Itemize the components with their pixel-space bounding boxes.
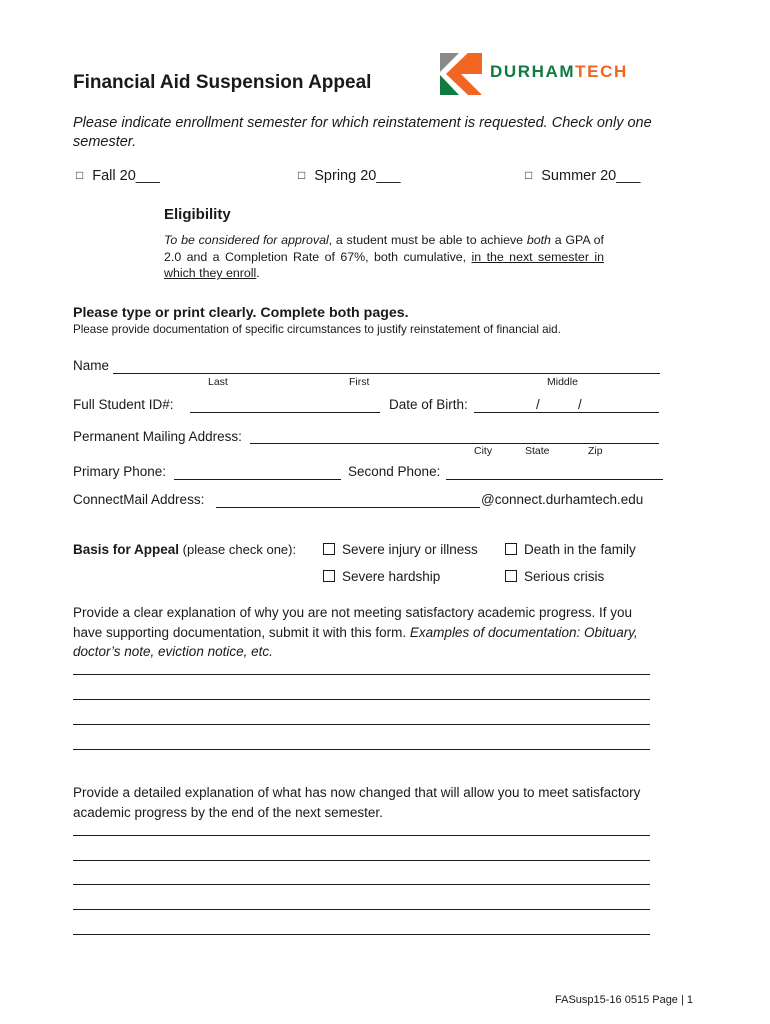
address-input[interactable] xyxy=(250,443,659,444)
dob-input[interactable] xyxy=(474,412,659,413)
checkbox-icon[interactable] xyxy=(505,570,517,582)
explanation1-prompt xyxy=(73,603,663,662)
semester-label: Summer 20___ xyxy=(541,168,641,184)
explanation1-line[interactable] xyxy=(73,749,650,750)
logo-text-durham: DURHAM xyxy=(490,62,576,81)
eligibility-heading: Eligibility xyxy=(164,206,231,223)
semester-label: Spring 20___ xyxy=(314,168,401,184)
basis-option-crisis[interactable] xyxy=(505,569,604,584)
explanation2-line[interactable] xyxy=(73,860,650,861)
name-first-label: First xyxy=(349,376,370,388)
dob-label: Date of Birth: xyxy=(389,397,468,412)
address-city-label: City xyxy=(474,445,493,457)
explanation2-line[interactable] xyxy=(73,909,650,910)
checkbox-icon[interactable] xyxy=(323,570,335,582)
eligibility-text-part: both xyxy=(526,233,551,247)
dob-slash: / xyxy=(578,397,582,412)
instructions-subtext: Please provide documentation of specific circumstances to justify reinstatement of financial aid. xyxy=(73,323,561,336)
semester-label: Fall 20___ xyxy=(92,168,160,184)
explanation2-line[interactable] xyxy=(73,835,650,836)
checkbox-icon[interactable]: □ xyxy=(298,168,306,182)
eligibility-text xyxy=(164,232,604,282)
eligibility-text-part: in the next semester in which they enroll xyxy=(164,249,604,280)
semester-instruction: Please indicate enrollment semester for which reinstatement is requested. Check only one semester. xyxy=(73,115,652,150)
logo-text-tech: TECH xyxy=(575,62,628,81)
student-id-label: Full Student ID#: xyxy=(73,397,174,412)
name-input[interactable] xyxy=(113,373,660,374)
connectmail-domain: @connect.durhamtech.edu xyxy=(481,492,644,507)
eligibility-text-part: , a student must be able to achieve xyxy=(328,233,527,247)
student-id-input[interactable] xyxy=(190,412,380,413)
semester-option-summer[interactable] xyxy=(525,168,640,184)
checkbox-icon[interactable] xyxy=(323,543,335,555)
basis-label xyxy=(73,542,296,557)
semester-option-spring[interactable] xyxy=(298,168,401,184)
logo-wordmark xyxy=(490,62,628,82)
eligibility-text-part: To be considered for approval xyxy=(164,233,329,247)
address-label: Permanent Mailing Address: xyxy=(73,429,242,444)
dob-slash: / xyxy=(536,397,540,412)
eligibility-text-part: . xyxy=(256,266,260,280)
durham-tech-logo-icon xyxy=(440,53,482,95)
explanation1-line[interactable] xyxy=(73,699,650,700)
basis-option-label: Serious crisis xyxy=(524,569,605,584)
connectmail-input[interactable] xyxy=(216,507,480,508)
checkbox-icon[interactable]: □ xyxy=(525,168,533,182)
basis-label-text: Basis for Appeal xyxy=(73,542,180,557)
checkbox-icon[interactable]: □ xyxy=(76,168,84,182)
primary-phone-input[interactable] xyxy=(174,479,341,480)
name-middle-label: Middle xyxy=(547,376,578,388)
basis-option-death[interactable] xyxy=(505,542,636,557)
explanation1-line[interactable] xyxy=(73,724,650,725)
address-state-label: State xyxy=(525,445,550,457)
basis-option-injury[interactable] xyxy=(323,542,478,557)
explanation2-line[interactable] xyxy=(73,934,650,935)
explanation2-prompt: Provide a detailed explanation of what has now changed that will allow you to meet satisfactory academic progress by the end of the next semester. xyxy=(73,785,641,820)
name-last-label: Last xyxy=(208,376,228,388)
basis-option-hardship[interactable] xyxy=(323,569,440,584)
basis-hint: (please check one): xyxy=(179,542,297,557)
checkbox-icon[interactable] xyxy=(505,543,517,555)
basis-option-label: Death in the family xyxy=(524,542,636,557)
page-footer: FASusp15-16 0515 Page | 1 xyxy=(555,994,694,1006)
page-title: Financial Aid Suspension Appeal xyxy=(73,72,372,93)
explanation1-text: Provide a clear explanation of why you are not meeting satisfactory academic progress. If you have supporting documentation, submit it with this form. xyxy=(73,605,633,640)
basis-option-label: Severe hardship xyxy=(342,569,441,584)
connectmail-label: ConnectMail Address: xyxy=(73,492,205,507)
basis-option-label: Severe injury or illness xyxy=(342,542,478,557)
address-zip-label: Zip xyxy=(588,445,603,457)
explanation2-line[interactable] xyxy=(73,884,650,885)
eligibility-text-part: a GPA of 2.0 and a Completion Rate of 67%, both cumulative, xyxy=(164,233,604,264)
semester-option-fall[interactable] xyxy=(76,168,160,184)
second-phone-input[interactable] xyxy=(446,479,663,480)
second-phone-label: Second Phone: xyxy=(348,464,441,479)
instructions-heading: Please type or print clearly. Complete both pages. xyxy=(73,305,409,321)
name-label: Name xyxy=(73,358,110,373)
explanation1-line[interactable] xyxy=(73,674,650,675)
explanation1-examples: Examples of documentation: Obituary, doctor’s note, eviction notice, etc. xyxy=(73,624,638,659)
primary-phone-label: Primary Phone: xyxy=(73,464,167,479)
